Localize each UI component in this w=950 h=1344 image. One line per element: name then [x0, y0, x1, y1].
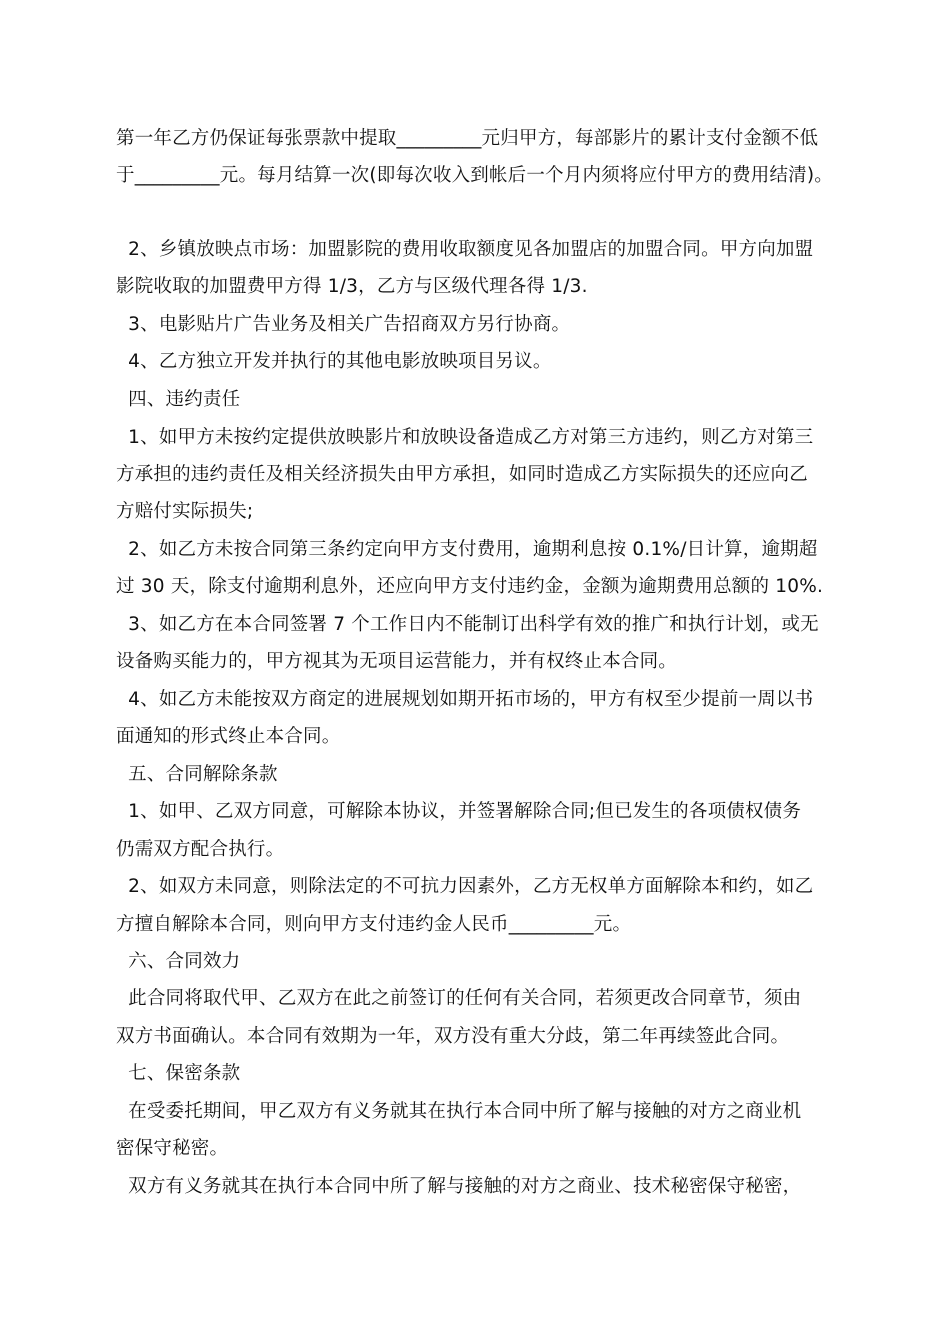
text-line: 设备购买能力的，甲方视其为无项目运营能力，并有权终止本合同。	[116, 651, 678, 672]
section-heading: 六、合同效力	[116, 951, 241, 972]
text-line: 2、乡镇放映点市场：加盟影院的费用收取额度见各加盟店的加盟合同。甲方向加盟	[116, 239, 814, 260]
text-line: 双方书面确认。本合同有效期为一年，双方没有重大分歧，第二年再续签此合同。	[116, 1026, 790, 1047]
text-line: 在受委托期间，甲乙双方有义务就其在执行本合同中所了解与接触的对方之商业机	[116, 1101, 802, 1122]
text-line: 4、如乙方未能按双方商定的进展规划如期开拓市场的，甲方有权至少提前一周以书	[116, 689, 814, 710]
text-line: 影院收取的加盟费甲方得 1/3，乙方与区级代理各得 1/3.	[116, 276, 588, 297]
text-line: 过 30 天，除支付逾期利息外，还应向甲方支付违约金，金额为逾期费用总额的 10%.	[116, 576, 824, 597]
text-line: 方承担的违约责任及相关经济损失由甲方承担，如同时造成乙方实际损失的还应向乙	[116, 464, 808, 485]
text-line: 仍需双方配合执行。	[116, 839, 285, 860]
text-line: 第一年乙方仍保证每张票款中提取_________元归甲方，每部影片的累计支付金额不低	[116, 128, 819, 149]
text-line: 2、如乙方未按合同第三条约定向甲方支付费用，逾期利息按 0.1%/日计算，逾期超	[116, 539, 818, 560]
section-heading: 五、合同解除条款	[116, 764, 278, 785]
text-line: 方擅自解除本合同，则向甲方支付违约金人民币_________元。	[116, 914, 632, 935]
text-line: 方赔付实际损失;	[116, 501, 254, 522]
text-line: 3、电影贴片广告业务及相关广告招商双方另行协商。	[116, 314, 571, 335]
text-line: 面通知的形式终止本合同。	[116, 726, 341, 747]
text-line: 于_________元。每月结算一次(即每次收入到帐后一个月内须将应付甲方的费用结清)。	[116, 165, 833, 186]
text-line: 2、如双方未同意，则除法定的不可抗力因素外，乙方无权单方面解除本和约，如乙	[116, 876, 814, 897]
text-line: 4、乙方独立开发并执行的其他电影放映项目另议。	[116, 351, 552, 372]
text-line: 双方有义务就其在执行本合同中所了解与接触的对方之商业、技术秘密保守秘密，	[116, 1176, 802, 1197]
text-line: 1、如甲方未按约定提供放映影片和放映设备造成乙方对第三方违约，则乙方对第三	[116, 427, 814, 448]
text-line: 密保守秘密。	[116, 1138, 229, 1159]
text-line: 此合同将取代甲、乙双方在此之前签订的任何有关合同，若须更改合同章节，须由	[116, 988, 802, 1009]
section-heading: 四、违约责任	[116, 389, 241, 410]
text-line: 1、如甲、乙双方同意，可解除本协议，并签署解除合同;但已发生的各项债权债务	[116, 801, 802, 822]
section-heading: 七、保密条款	[116, 1063, 241, 1084]
text-line: 3、如乙方在本合同签署 7 个工作日内不能制订出科学有效的推广和执行计划，或无	[116, 614, 819, 635]
